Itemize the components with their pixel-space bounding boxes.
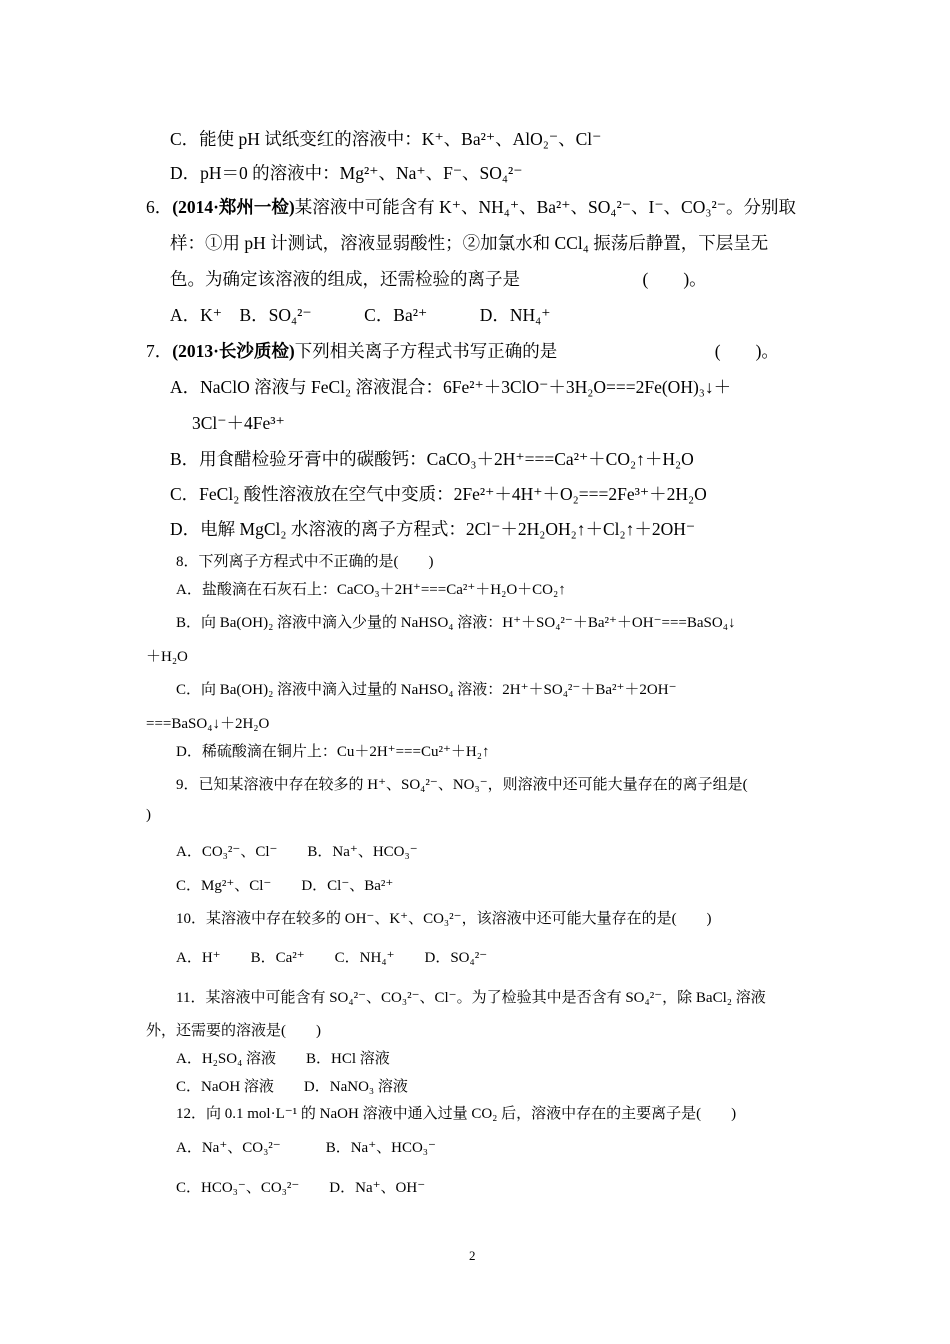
q7-number: 7． xyxy=(146,341,173,361)
q8-option-c-cont: ===BaSO₄↓＋2H₂O xyxy=(146,716,270,732)
q6-number: 6． xyxy=(146,197,173,217)
q5-option-c: C．能使 pH 试纸变红的溶液中：K⁺、Ba²⁺、AlO₂⁻、Cl⁻ xyxy=(170,129,602,149)
q12-options-ab: A．Na⁺、CO₃²⁻ B．Na⁺、HCO₃⁻ xyxy=(176,1140,436,1156)
q8-option-b-cont: ＋H₂O xyxy=(146,649,188,665)
q11-stem-cont: 外，还需要的溶液是( ) xyxy=(146,1023,321,1039)
q9-options-ab: A．CO₃²⁻、Cl⁻ B．Na⁺、HCO₃⁻ xyxy=(176,844,418,860)
q7-option-d: D．电解 MgCl₂ 水溶液的离子方程式：2Cl⁻＋2H₂OH₂↑＋Cl₂↑＋2OH⁻ xyxy=(170,519,696,539)
q5-option-d: D．pH＝0 的溶液中：Mg²⁺、Na⁺、F⁻、SO₄²⁻ xyxy=(170,163,523,183)
q11-options-ab: A．H₂SO₄ 溶液 B．HCl 溶液 xyxy=(176,1051,390,1067)
q8-stem: 8．下列离子方程式中不正确的是( ) xyxy=(176,554,434,570)
q6-stem-line1 xyxy=(146,194,796,219)
q10-stem: 10．某溶液中存在较多的 OH⁻、K⁺、CO₃²⁻，该溶液中还可能大量存在的是( ) xyxy=(176,911,712,927)
q9-stem-cont: ) xyxy=(146,807,151,823)
q7-stem xyxy=(146,338,779,363)
q7-source: (2013·长沙质检) xyxy=(172,341,295,361)
q7-stem-text: 下列相关离子方程式书写正确的是 ( )。 xyxy=(294,341,779,361)
q7-option-c: C．FeCl₂ 酸性溶液放在空气中变质：2Fe²⁺＋4H⁺＋O₂===2Fe³⁺＋2H₂O xyxy=(170,484,707,504)
q8-option-c: C．向 Ba(OH)₂ 溶液中滴入过量的 NaHSO₄ 溶液：2H⁺＋SO₄²⁻＋Ba²⁺＋2OH⁻ xyxy=(176,682,677,698)
q7-option-b: B．用食醋检验牙膏中的碳酸钙：CaCO₃＋2H⁺===Ca²⁺＋CO₂↑＋H₂O xyxy=(170,449,694,469)
q12-stem: 12．向 0.1 mol·L⁻¹ 的 NaOH 溶液中通入过量 CO₂ 后，溶液中存在的主要离子是( ) xyxy=(176,1106,737,1122)
q9-options-cd: C．Mg²⁺、Cl⁻ D．Cl⁻、Ba²⁺ xyxy=(176,878,394,894)
q8-option-d: D．稀硫酸滴在铜片上：Cu＋2H⁺===Cu²⁺＋H₂↑ xyxy=(176,744,490,760)
q11-stem: 11．某溶液中可能含有 SO₄²⁻、CO₃²⁻、Cl⁻。为了检验其中是否含有 SO₄²⁻，除 BaCl₂ 溶液 xyxy=(176,990,766,1006)
q8-option-b: B．向 Ba(OH)₂ 溶液中滴入少量的 NaHSO₄ 溶液：H⁺＋SO₄²⁻＋Ba²⁺＋OH⁻===BaSO₄↓ xyxy=(176,615,736,631)
q10-options: A．H⁺ B．Ca²⁺ C．NH₄⁺ D．SO₄²⁻ xyxy=(176,950,488,966)
q9-stem: 9．已知某溶液中存在较多的 H⁺、SO₄²⁻、NO₃⁻，则溶液中还可能大量存在的离子组是( xyxy=(176,777,748,793)
q12-options-cd: C．HCO₃⁻、CO₃²⁻ D．Na⁺、OH⁻ xyxy=(176,1180,426,1196)
q6-stem-line2: 样：①用 pH 计测试，溶液显弱酸性；②加氯水和 CCl₄ 振荡后静置，下层呈无 xyxy=(170,233,769,253)
q6-options: A．K⁺ B．SO₄²⁻ C．Ba²⁺ D．NH₄⁺ xyxy=(170,305,551,325)
q11-options-cd: C．NaOH 溶液 D．NaNO₃ 溶液 xyxy=(176,1079,408,1095)
q6-stem-line3: 色。为确定该溶液的组成，还需检验的离子是 ( )。 xyxy=(170,269,707,289)
q6-source: (2014·郑州一检) xyxy=(172,197,295,217)
q8-option-a: A．盐酸滴在石灰石上：CaCO₃＋2H⁺===Ca²⁺＋H₂O＋CO₂↑ xyxy=(176,582,566,598)
q7-option-a: A．NaClO 溶液与 FeCl₂ 溶液混合：6Fe²⁺＋3ClO⁻＋3H₂O===2Fe(OH)₃↓＋ xyxy=(170,377,732,397)
q6-stem-text: 某溶液中可能含有 K⁺、NH₄⁺、Ba²⁺、SO₄²⁻、I⁻、CO₃²⁻。分别取 xyxy=(294,197,796,217)
page-number: 2 xyxy=(469,1248,476,1263)
q7-option-a-cont: 3Cl⁻＋4Fe³⁺ xyxy=(192,413,285,433)
